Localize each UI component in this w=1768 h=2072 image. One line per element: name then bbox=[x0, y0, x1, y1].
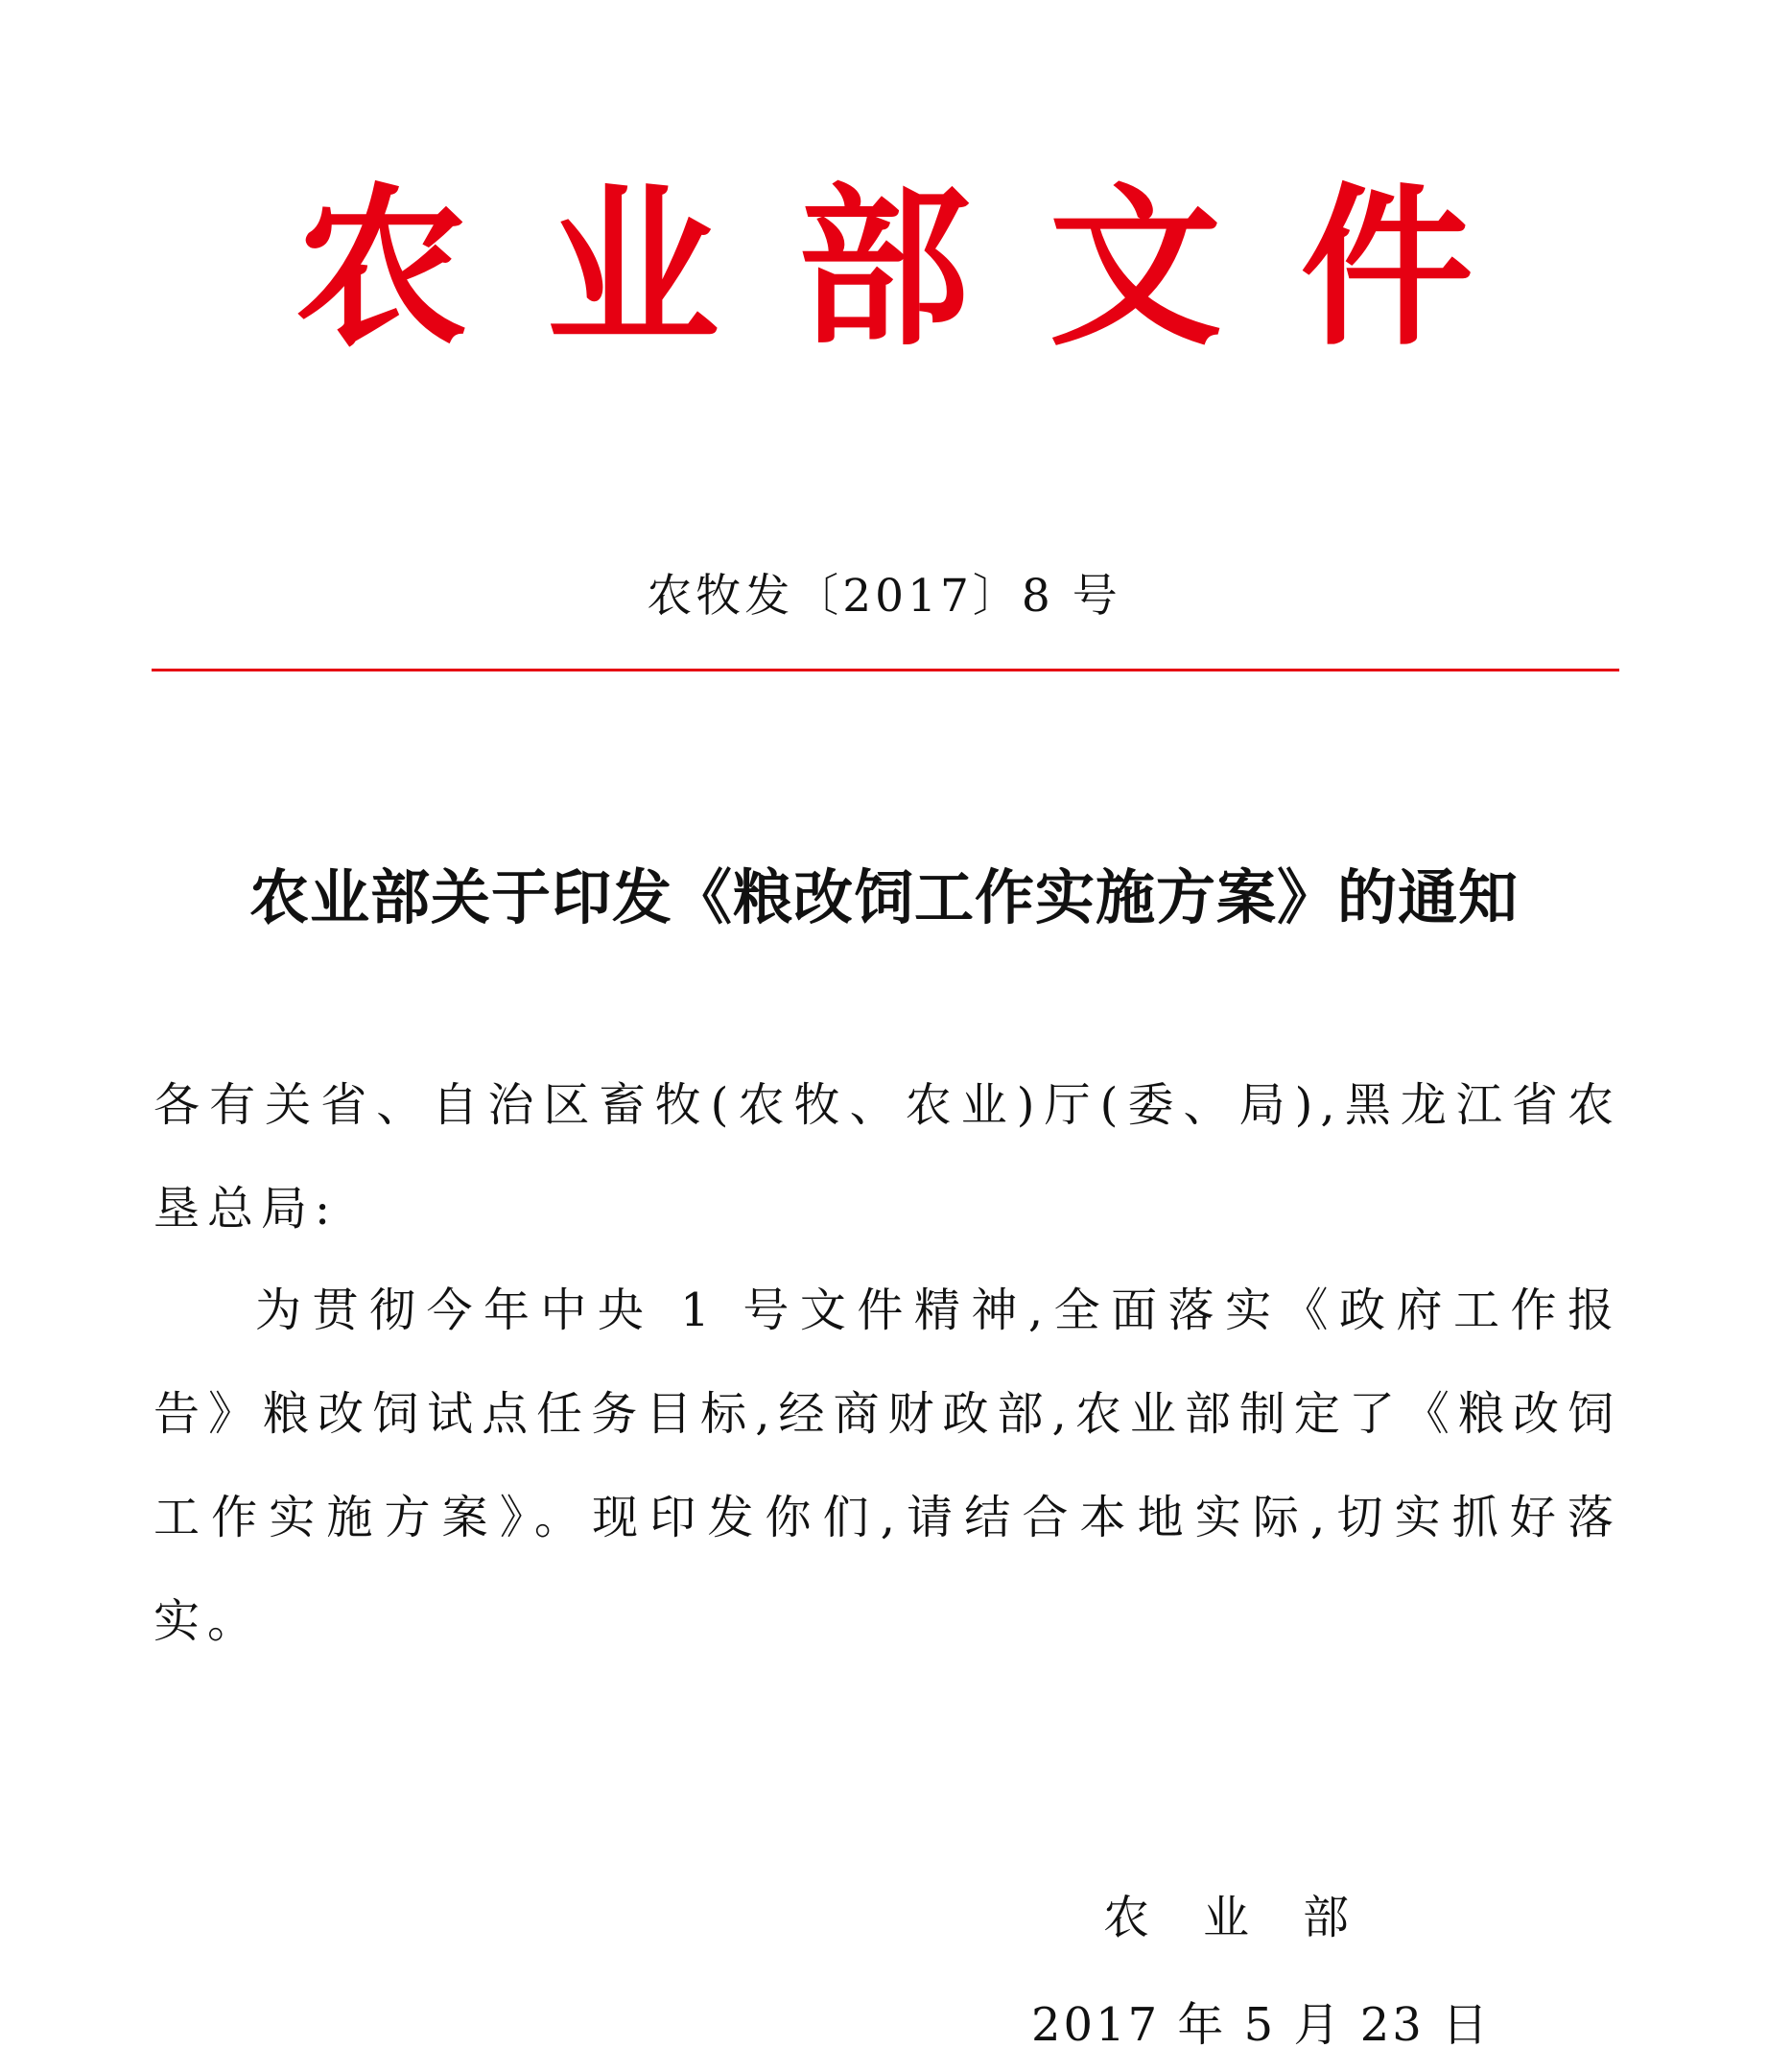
addressee-paragraph: 各有关省、自治区畜牧(农牧、农业)厅(委、局),黑龙江省农垦总局: bbox=[153, 1078, 1621, 1236]
body-paragraph: 为贯彻今年中央 1 号文件精神,全面落实《政府工作报告》粮改饲试点任务目标,经商财政部,农业部制定了《粮改饲工作实施方案》。现印发你们,请结合本地实际,切实抓好落实。 bbox=[153, 1283, 1621, 1648]
letterhead-title: 农业部文件 bbox=[295, 167, 1552, 369]
document-number: 农牧发〔2017〕8 号 bbox=[647, 570, 1121, 623]
document-title: 农业部关于印发《粮改饲工作实施方案》的通知 bbox=[248, 862, 1519, 932]
red-divider-line bbox=[152, 669, 1619, 671]
issue-date: 2017 年 5 月 23 日 bbox=[1031, 1998, 1492, 2052]
issuer-signature: 农业部 bbox=[1103, 1891, 1403, 1944]
